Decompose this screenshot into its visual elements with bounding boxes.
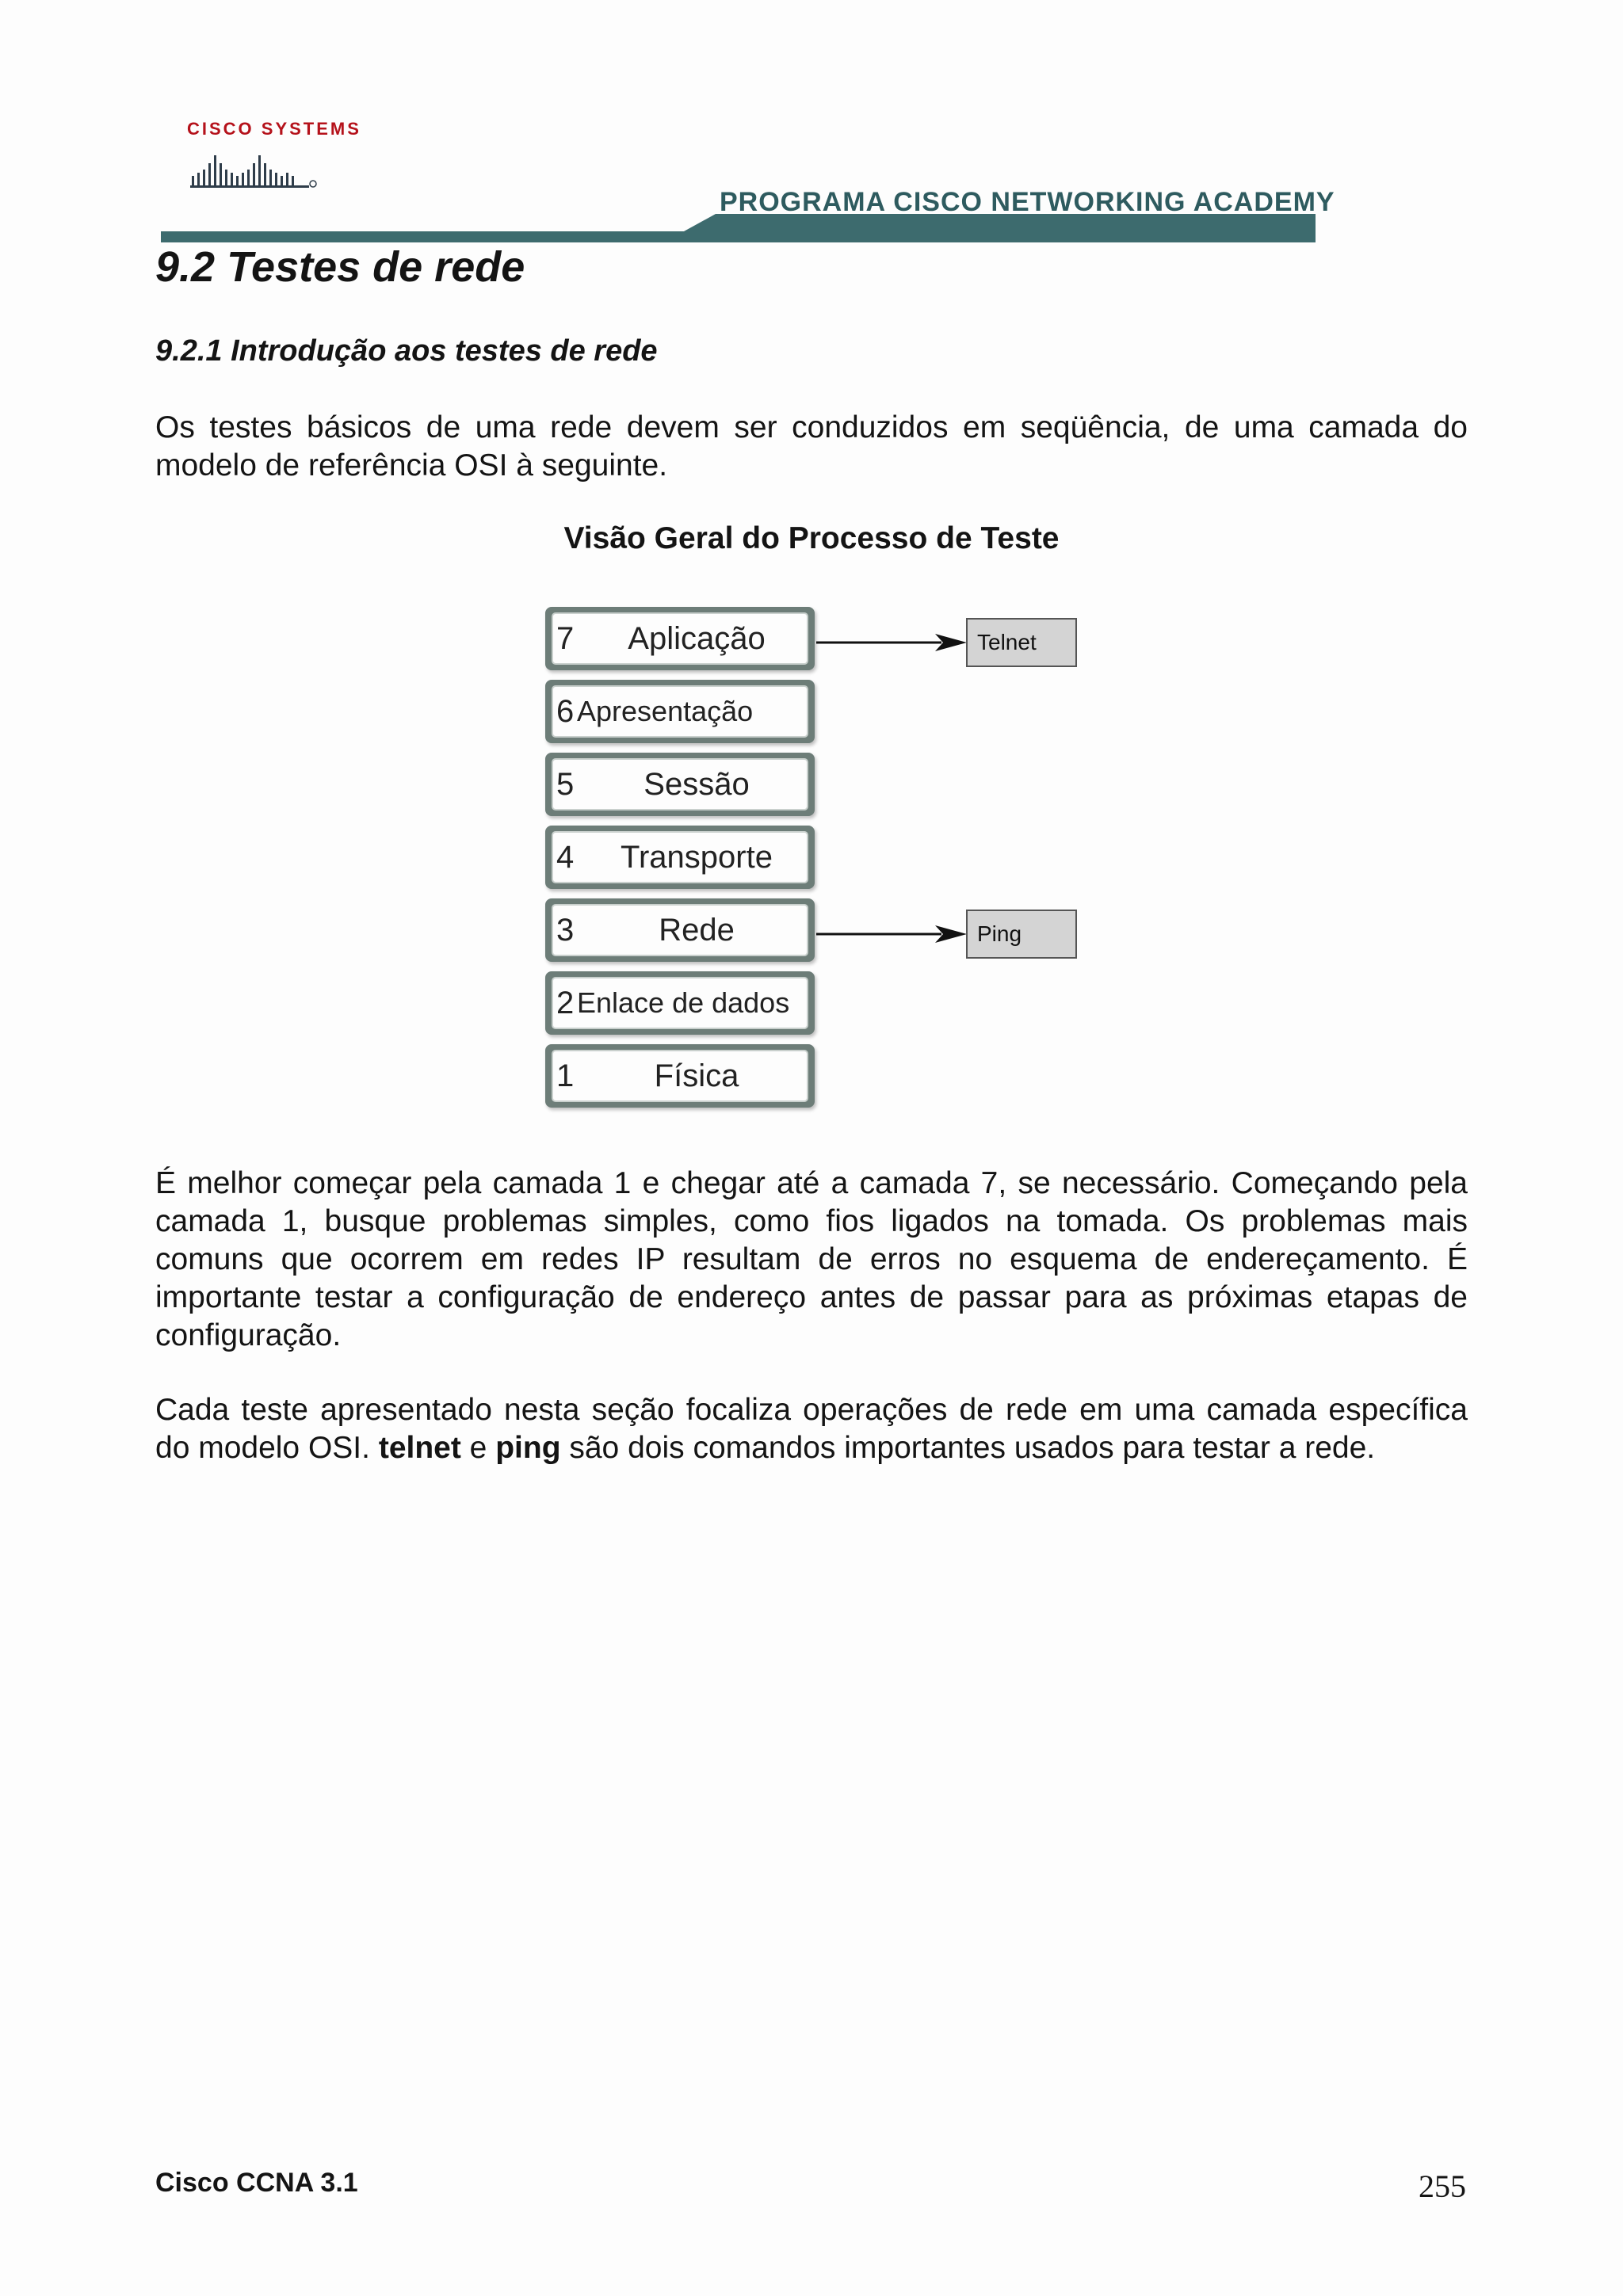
text-span: Cada teste apresentado nesta seção focaliza operações de rede em uma camada específica do modelo OSI. <box>155 1393 1468 1465</box>
layer-1 <box>545 1044 815 1108</box>
figure-title: Visão Geral do Processo de Teste <box>563 521 1060 555</box>
layer-number: 6 <box>556 693 575 729</box>
section-title: 9.2.1 Introdução aos testes de rede <box>155 334 658 368</box>
layer-number: 3 <box>556 912 575 948</box>
commands-paragraph <box>155 1391 1468 1467</box>
layer-6 <box>545 680 815 743</box>
layer-name: Enlace de dados <box>577 986 790 1019</box>
layer-name: Física <box>654 1058 739 1093</box>
cisco-bridge-icon <box>190 149 317 189</box>
ping-box: Ping <box>966 910 1077 959</box>
layer-4 <box>545 826 815 889</box>
arrow-to-telnet <box>816 634 967 651</box>
layer-5 <box>545 753 815 816</box>
page-title: 9.2 Testes de rede <box>155 243 525 291</box>
body-paragraph: É melhor começar pela camada 1 e chegar até a camada 7, se necessário. Começando pela camada 1, busque problemas simples, como fios ligados na tomada. Os problemas mais comuns que ocorrem em redes IP resultam de erros no esquema de endereçamento. É importante testar a configuração de endereço antes de passar para as próximas etapas de configuração. <box>155 1166 1468 1352</box>
telnet-command: telnet <box>378 1431 461 1465</box>
layer-name: Transporte <box>621 839 773 875</box>
layer-name: Rede <box>659 912 735 948</box>
layer-name: Aplicação <box>628 620 766 656</box>
academy-banner-bar <box>161 214 1316 242</box>
layer-7 <box>545 607 815 670</box>
text-span: são dois comandos importantes usados para testar a rede. <box>560 1431 1376 1465</box>
footer-course-name: Cisco CCNA 3.1 <box>155 2168 358 2198</box>
layer-number: 4 <box>556 839 575 875</box>
layer-3 <box>545 898 815 962</box>
ping-command: ping <box>495 1431 561 1465</box>
arrow-to-ping <box>816 925 967 943</box>
layer-name: Apresentação <box>577 695 754 727</box>
layer-2 <box>545 971 815 1035</box>
cisco-logo <box>187 119 361 190</box>
page-number: 255 <box>1419 2168 1466 2204</box>
intro-paragraph: Os testes básicos de uma rede devem ser conduzidos em seqüência, de uma camada do modelo de referência OSI à seguinte. <box>155 410 1468 482</box>
telnet-box: Telnet <box>966 618 1077 667</box>
layer-number: 7 <box>556 620 575 656</box>
text-span: e <box>460 1431 496 1465</box>
layer-number: 1 <box>556 1058 575 1093</box>
layer-number: 2 <box>556 985 575 1020</box>
logo-text: CISCO SYSTEMS <box>187 119 361 139</box>
academy-banner-text: PROGRAMA CISCO NETWORKING ACADEMY <box>720 187 1335 217</box>
layer-name: Sessão <box>643 766 750 802</box>
diagram-arrows <box>816 602 975 951</box>
layer-number: 5 <box>556 766 575 802</box>
